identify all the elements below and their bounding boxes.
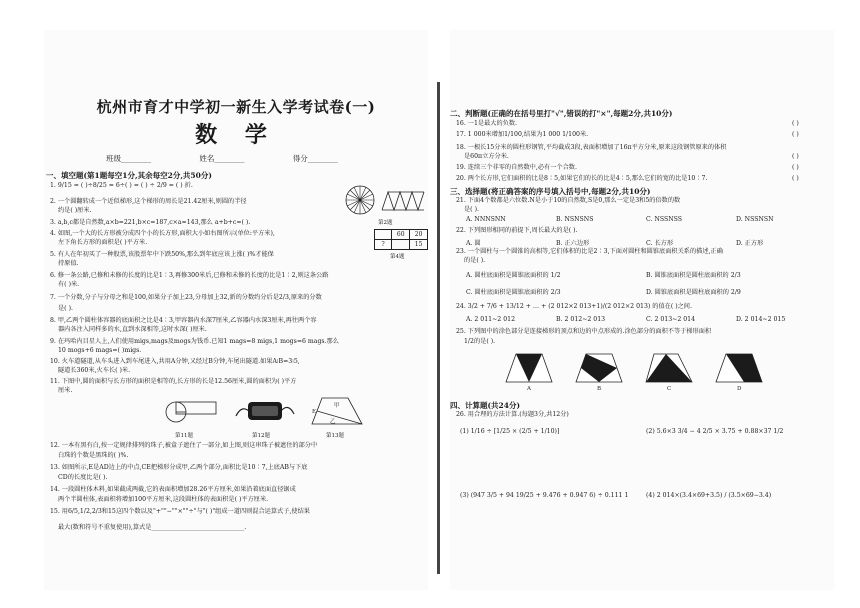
left-exam-page: [44, 30, 428, 590]
trapezoid-figure-b: [574, 352, 624, 384]
question-line: 5. 有人在年初买了一种股票,该股票年中下跌50%,那么到年底应该上涨( )%才能保: [50, 251, 274, 258]
judge-question: 16. 一1是最大的负数.: [456, 120, 518, 127]
grid-cell: 20: [410, 230, 428, 240]
question-line: 10 mogs+6 mags=( )migs.: [58, 347, 142, 354]
calc-problem: (2) 5.6×3 3/4 − 4 2/5 × 3.75 + 0.88×37 1/2: [646, 428, 784, 435]
figure-13-trapezoid: [308, 394, 368, 428]
figure-12-bead-box: [232, 392, 298, 428]
figure-label: A: [527, 386, 531, 392]
question-line: 隧道长360米,火车长( )米.: [58, 367, 131, 374]
question-line: 9. 在玛哈内目星人上,人们使用migs,mags及mogs为钱币.已知1 mags=8 migs,1 mogs=6 mags.那么: [50, 338, 339, 345]
calc-problem: (1) 1/16 ÷ [1/25 × (2/5 + 1/10)]: [460, 428, 560, 435]
option-c[interactable]: C. 圆柱底面积是圆锥底面积的 2/3: [466, 289, 561, 296]
choice-question: 23. 一个圆柱与一个圆锥的高相等,它们体积的比是2∶3,下面对圆柱和圆锥底面积关系的描述,正确: [456, 248, 723, 255]
option-d[interactable]: D. 正方形: [736, 240, 764, 247]
question-line: CD的长度比是( ).: [58, 474, 108, 481]
option-d[interactable]: D. 圆锥底面积是圆柱底面积的 2/9: [646, 289, 741, 296]
trapezoid-figure-d: [714, 352, 764, 384]
answer-bracket[interactable]: ( ): [792, 164, 799, 171]
option-a[interactable]: A. NNNSNN: [466, 216, 506, 223]
figure-11-caption: 第11题: [175, 433, 193, 439]
option-c[interactable]: C. NSSNSS: [646, 216, 683, 223]
figure-13-label-yi: 乙: [330, 419, 336, 425]
figure-11-circle-rectangle: [162, 398, 222, 428]
choice-question: 25. 下列图中的涂色部分是连接梯形的顶点和边的中点形成的.涂色部分的面积不等于梯形面积: [456, 328, 712, 335]
choice-question: 1/2的是( ).: [464, 338, 496, 345]
question-line: 是( ).: [58, 305, 73, 312]
option-b[interactable]: B. 正六边形: [556, 240, 590, 247]
question-line: 7. 一个分数,分子与分母之和是100,如果分子加上23,分母加上32,新的分数约分后是2/3,原来的分数: [50, 294, 322, 301]
choice-question: 24. 3/2 + 7/6 + 13/12 + … + (2 012×2 013+1)/(2 012×2 013) 的值在( )之间.: [456, 303, 692, 310]
judge-question: 20. 两个长方形,它们面积的比是8∶5,如果它们的长的比是4∶5,那么它们的宽的比是10∶7.: [456, 175, 708, 182]
question-line: 15. 用6/5,1/2,2/3和15这四个数以及"+""−""×""÷"与"( )"组成一道四则混合运算式子,使结果: [50, 508, 310, 515]
choice-question: 21. 下面4个数都是六位数.N是小于10的自然数,S是0,那么一定是3和5的倍数的数: [456, 197, 681, 204]
judge-question: 19. 连续三个非零的自然数中,必有一个合数.: [456, 164, 577, 171]
figure-label: D: [737, 386, 742, 392]
option-d[interactable]: D. 2 014~2 015: [736, 316, 786, 323]
option-a[interactable]: A. 圆: [466, 240, 481, 247]
page-fold-divider: [437, 82, 440, 574]
calc-problem: (3) (947 3/5 + 94 19/25 + 9.476 + 0.947 6) ÷ 0.111 1: [460, 492, 629, 499]
name-field: 姓名________: [199, 154, 245, 163]
grid-cell: 60: [392, 230, 410, 240]
trapezoid-figure-c: [644, 352, 694, 384]
answer-bracket[interactable]: ( ): [792, 131, 799, 138]
grid-cell: ?: [375, 240, 392, 250]
figure-13-label-e: E: [312, 409, 317, 415]
question-line: 最大(数和符号不重复使用),算式是______________________________.: [58, 524, 247, 531]
figure-2-circle-sectors: [344, 184, 426, 218]
question-line: 12. 一本有黑有白,按一定规律排列的珠子,被盒子遮住了一部分,如上图,则这串珠子被遮住的部分中: [50, 442, 318, 449]
judge-question: 是60π立方分米.: [464, 153, 509, 160]
question-line: 2. 一个圆翻转成一个近似梯形,这个梯形的周长是21.42厘米,则圆的半径: [50, 198, 247, 205]
question-line: 约是( )厘米.: [58, 207, 92, 214]
grid-cell: [375, 230, 392, 240]
question-line: 有( )米.: [58, 281, 80, 288]
section-calculation: 四、计算题(共24分): [450, 401, 521, 410]
question-line: 左下角长方形的面积是( )平方米.: [58, 239, 148, 246]
answer-bracket[interactable]: ( ): [792, 175, 799, 182]
figure-label: B: [597, 386, 602, 392]
trapezoid-figure-a: [504, 352, 554, 384]
question-line: 4. 如图,一个大的长方形被分成四个小的长方形,面积大小如右图所示(单位:平方米),: [50, 230, 275, 237]
option-b[interactable]: B. 2 012~2 013: [556, 316, 606, 323]
option-b[interactable]: B. 圆锥底面积是圆柱底面积的 2/3: [646, 272, 741, 279]
figure-4-caption: 第4题: [390, 254, 405, 260]
option-d[interactable]: D. NSSNSN: [736, 216, 774, 223]
option-c[interactable]: C. 2 013~2 014: [646, 316, 696, 323]
section-fill-blank: 一、填空题(第1题每空1分,其余每空2分,共50分): [46, 171, 212, 180]
question-line: 厘米.: [58, 387, 73, 394]
figure-13-caption: 第13题: [326, 433, 344, 439]
question-line: 8. 甲,乙两个圆柱体容器的底面积之比是4∶3,甲容器内水深7厘米,乙容器内水深3厘米,再往两个容: [50, 317, 317, 324]
answer-bracket[interactable]: ( ): [792, 120, 799, 127]
score-field: 得分________: [292, 154, 338, 163]
calc-problem: (4) 2 014×(3.4×69+3.5) / (3.5×69−3.4): [646, 492, 772, 499]
question-line: 器内各注入同样多的水,直到水深相等,这时水深( )厘米.: [58, 326, 207, 333]
judge-question: 17. 1 000米增加1/100,结果为1 000 1/100米.: [456, 131, 589, 138]
option-c[interactable]: C. 长方形: [646, 240, 674, 247]
subject-heading: 数 学: [195, 122, 277, 148]
figure-13-label-jia: 甲: [334, 403, 340, 409]
calc-instruction: 26. 用合理的方法计算.(每题3分,共12分): [456, 411, 569, 418]
right-exam-page: [450, 30, 834, 590]
judge-question: 18. 一根长15分米的圆柱形钢管,平均截成3段,表面积增加了16π平方分米,原来这段钢管原来的体积: [456, 144, 727, 151]
exam-title: 杭州市育才中学初一新生入学考试卷(一): [96, 98, 376, 116]
question-line: 10. 火车道隧道,从车头进入到车尾进入,共用A分钟,又经过B分钟,车尾出隧道.如果A∶B=3∶5,: [50, 358, 300, 365]
question-line: 14. 一段圆柱体木料,如果截成两截,它的表面积增加28.26平方厘米,如果沿着底面直径锯成: [50, 486, 296, 493]
figure-2-caption: 第2题: [378, 220, 393, 226]
grid-cell: 15: [410, 240, 428, 250]
question-line: 11. 下图中,圆的面积与长方形的面积是相等的,长方形的长是12.56厘米,圆的面积为( )平方: [50, 378, 297, 385]
figure-12-caption: 第12题: [252, 433, 270, 439]
figure-4-rectangle-grid: [374, 229, 428, 250]
question-line: 白珠的个数是黑珠的( )%.: [58, 452, 129, 459]
question-line: 6. 修一条公路,已修和未修的长度的比是1∶3,再修300米后,已修和未修的长度的比是1∶2,则这条公路: [50, 272, 329, 279]
question-line: 13. 如图所示,E是AD边上的中点,CE把梯形分成甲,乙两个部分,面积比是10∶7,上底AB与下底: [50, 464, 308, 471]
question-line: 两个半圆柱体,表面积将增加100平方厘米,这段圆柱体的表面积是( )平方厘米.: [58, 496, 269, 503]
class-field: 班级________: [106, 154, 151, 163]
grid-cell: [392, 240, 410, 250]
option-a[interactable]: A. 2 011~2 012: [466, 316, 516, 323]
answer-bracket[interactable]: ( ): [792, 153, 799, 160]
choice-question: 22. 下列图形相同的前提下,周长最大的是( ).: [456, 227, 578, 234]
question-line: 3. a,b,c都是自然数,a×b=221,b×c=187,c×a=143,那么 a+b+c=( ).: [50, 219, 251, 226]
choice-question: 是( ).: [464, 206, 479, 213]
figure-label: C: [667, 386, 672, 392]
section-true-false: 二、判断题(正确的在括号里打"√",错误的打"×",每题2分,共10分): [450, 109, 673, 118]
choice-question: 的是( ).: [464, 257, 486, 264]
question-line: 持原值.: [58, 260, 79, 267]
section-multiple-choice: 三、选择题(将正确答案的序号填入括号中,每题2分,共10分): [450, 187, 651, 196]
question-line: 1. 9/15 = ( )÷8/25 = 6÷( ) = ( ) ÷ 2/9 = ( ) 折.: [50, 182, 193, 189]
student-info-line: [106, 153, 384, 164]
option-b[interactable]: B. NSNSNS: [556, 216, 594, 223]
option-a[interactable]: A. 圆柱底面积是圆锥底面积的 1/2: [466, 272, 561, 279]
